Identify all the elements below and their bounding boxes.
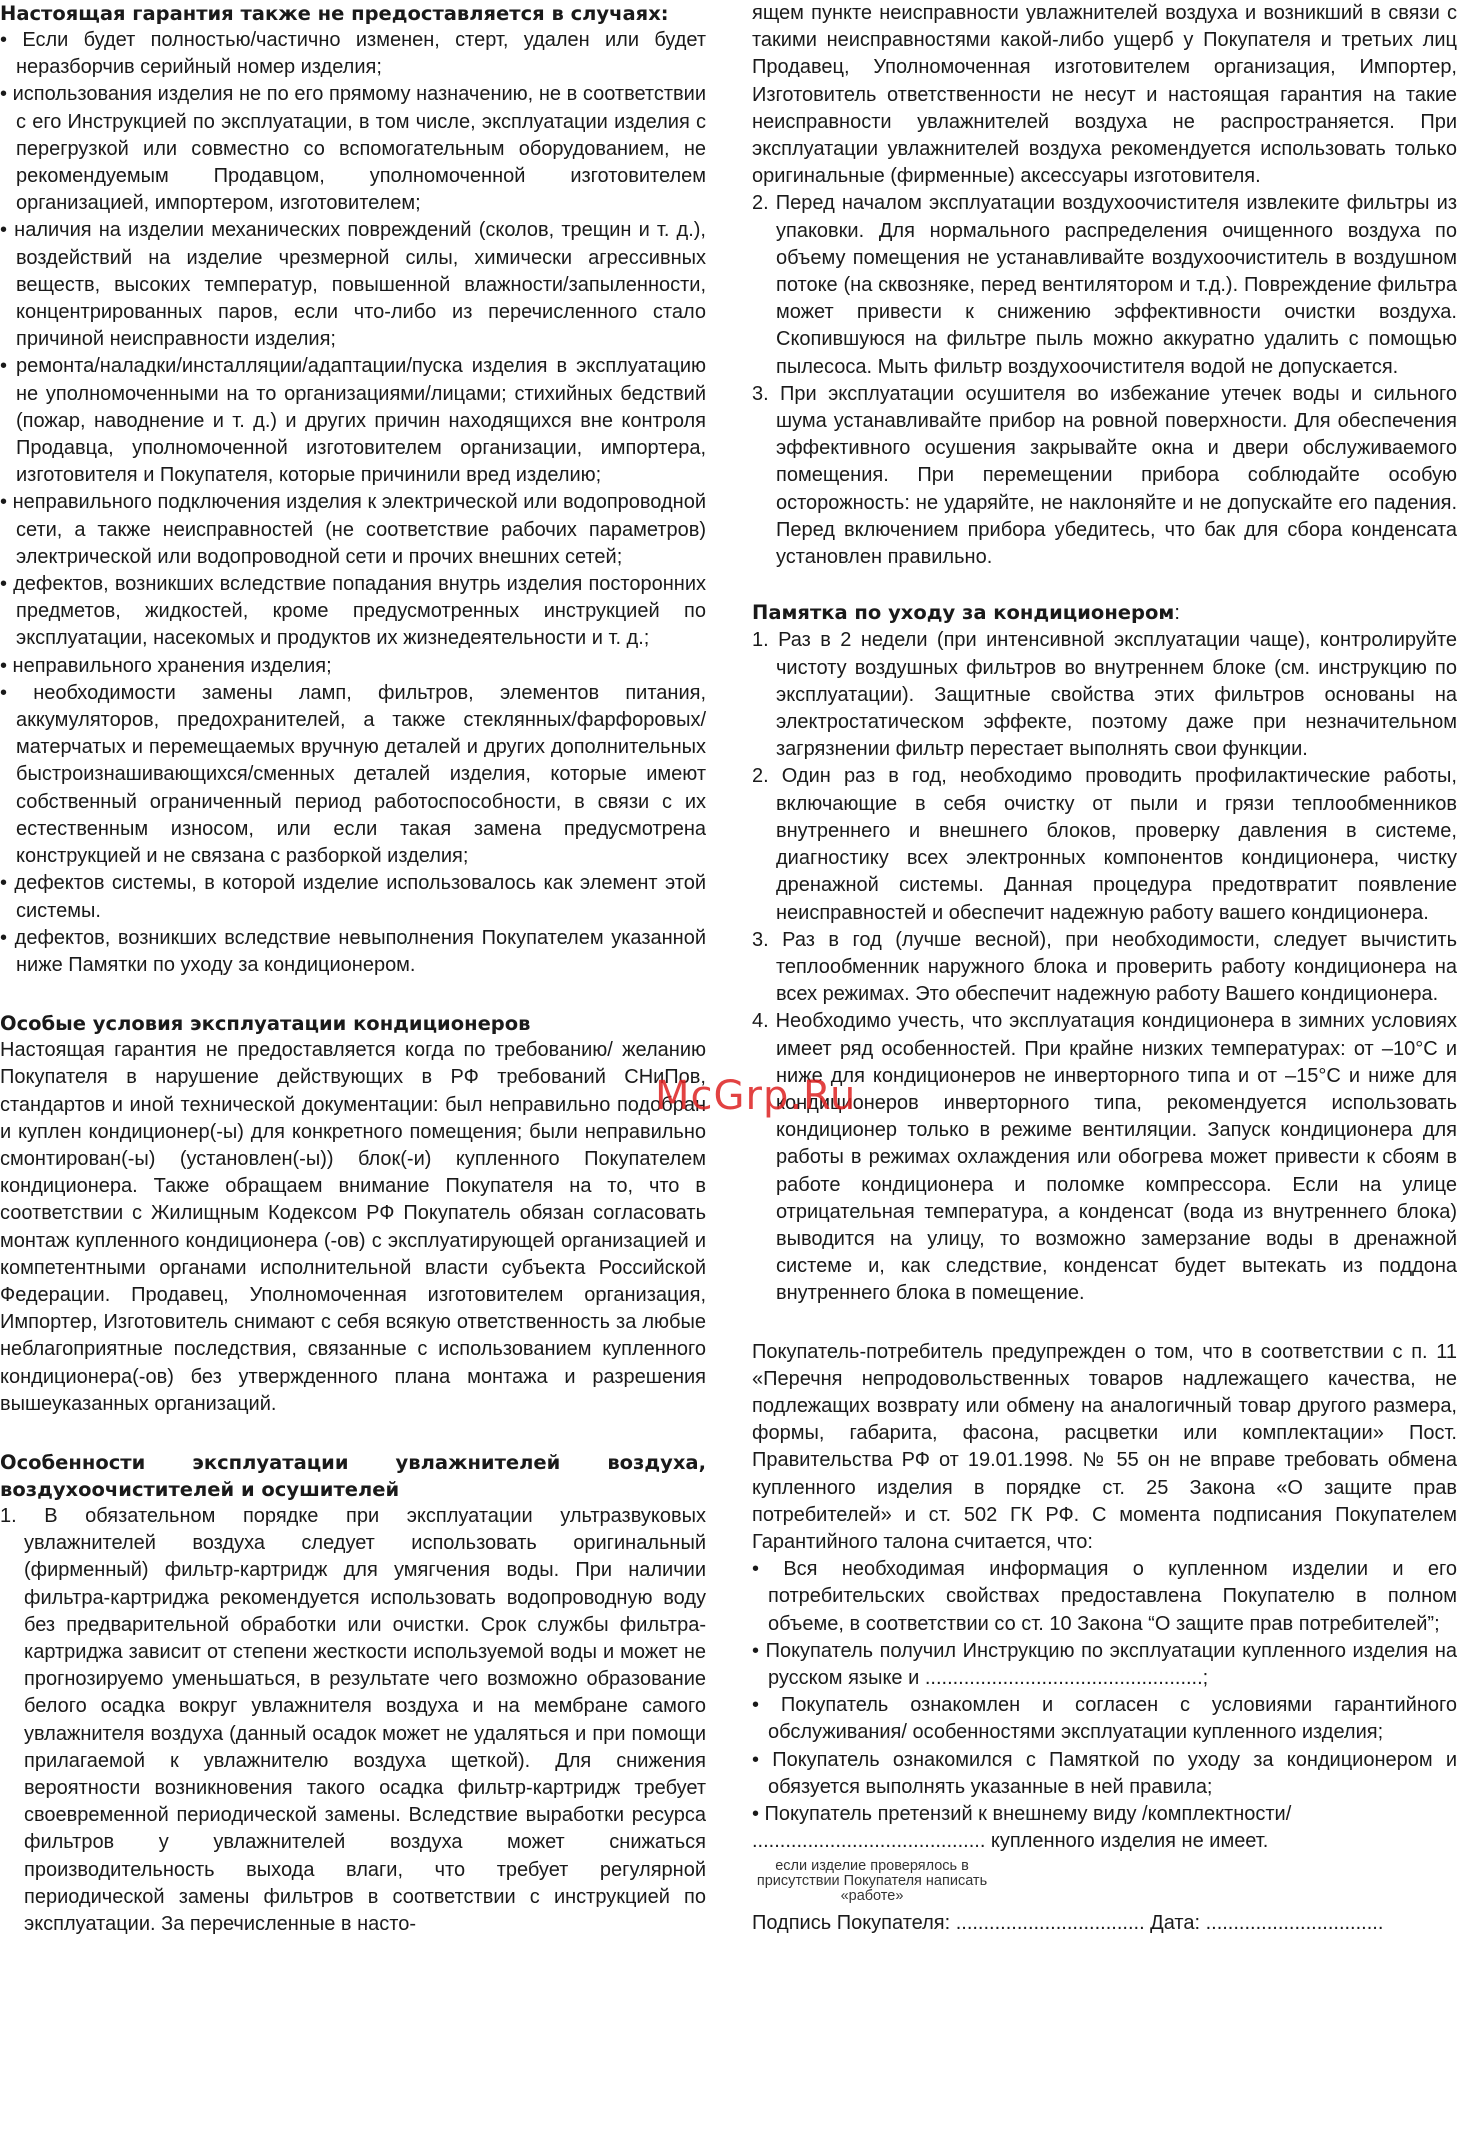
list-item: • Покупатель получил Инструкцию по эксплуатации купленного изделия на русском языке и ..................................................; [752, 1639, 1457, 1689]
list-item: 3. Раз в год (лучше весной), при необходимости, следует вычистить теплообменник наружного блока и проверить работу кондиционера на всех режимах. Это обеспечит надежную работу Вашего кондиционера. [752, 928, 1457, 1006]
list-item: 4. Необходимо учесть, что эксплуатация кондиционера в зимних условиях имеет ряд особенностей. При крайне низких температурах: от –10°С и ниже для кондиционеров не инверторного типа и от –15°С и ниже для кондиционеров инверторного типа, рекомендуется использовать кондиционер только в режиме вентиляции. Запуск кондиционера для работы в режимах охлаждения или обогрева может привести к сбоям в работе кондиционера и поломке компрессора. Если на улице отрицательная температура, а конденсат (вода из внутреннего блока) выводится на улицу, то возможно замерзание воды в дренажной системе и, как следствие, конденсат будет вытекать из поддона внутреннего блока в помещение. [752, 1010, 1457, 1305]
warranty-exclusions-heading: Настоящая гарантия также не предоставляется в случаях: [0, 2, 669, 25]
list-item: • дефектов, возникших вследствие невыполнения Покупателем указанной ниже Памятки по уходу за кондиционером. [0, 926, 706, 976]
list-item: • неправильного хранения изделия; [0, 654, 332, 677]
list-item: 2. Один раз в год, необходимо проводить профилактические работы, включающие в себя очистку от пыли и грязи теплообменников внутреннего и внешнего блоков, проверку давления в системе, диагностику всех электронных компонентов кондиционера, чистку дренажной системы. Данная процедура предотвратит появление неисправностей и обеспечит надежную работу вашего кондиционера. [752, 765, 1457, 924]
list-item: • Покупатель претензий к внешнему виду /комплектности/ [752, 1803, 1292, 1825]
left-column [0, 0, 706, 1938]
list-item: • Покупатель ознакомился с Памяткой по уходу за кондиционером и обязуется выполнять указанные в ней правила; [752, 1748, 1457, 1798]
ac-conditions-heading: Особые условия эксплуатации кондиционеров [0, 1012, 531, 1036]
ac-conditions-paragraph: Настоящая гарантия не предоставляется когда по требованию/ желанию Покупателя в нарушение действующих в РФ требований СНиПов, стандартов и иной технической документации: был неправильно подобран и куплен кондиционер(-ы) для конкретного помещения; были неправильно смонтирован(-ы) (установлен(-ы)) блок(-и) купленного Покупателем кондиционера. Также обращаем внимание Покупателя на то, что в соответствии с Жилищным Кодексом РФ Покупатель обязан согласовать монтаж купленного кондиционера (-ов) с эксплуатирующей организацией и компетентными органами исполнительной власти субъекта Российской Федерации. Продавец, Уполномоченная изготовителем организация, Импортер, Изготовитель снимают с себя всякую ответственность за любые неблагоприятные последствия, связанные с использованием купленного кондиционера(-ов) без утвержденного плана монтажа и разрешения вышеуказанных организаций. [0, 1039, 706, 1415]
humidifiers-item-3: 3. При эксплуатации осушителя во избежание утечек воды и сильного шума устанавливайте прибор на ровной поверхности. Для обеспечения эффективного осушения закрывайте окна и двери обслуживаемого помещения. При перемещении прибора соблюдайте особую осторожность: не ударяйте, не наклоняйте и не допускайте его падения. Перед включением прибора убедитесь, что бак для сбора конденсата установлен правильно. [752, 382, 1457, 569]
list-item: • ремонта/наладки/инсталляции/адаптации/пуска изделия в эксплуатацию не уполномоченными на то организациями/лицами; стихийных бедствий (пожар, наводнение и т. д.) и других причин находящихся вне контроля Продавца, уполномоченной изготовителем организации, импортера, изготовителя и Покупателя, которые причинили вред изделию; [0, 355, 706, 487]
list-item: • наличия на изделии механических повреждений (сколов, трещин и т. д.), воздействий на изделие чрезмерной силы, химически агрессивных веществ, высоких температур, повышенной влажности/запыленности, концентрированных паров, если что-либо из перечисленного стало причиной неисправности изделия; [0, 219, 706, 351]
list-item: • необходимости замены ламп, фильтров, элементов питания, аккумуляторов, предохранителей, а также стеклянных/фарфоровых/матерчатых и перемещаемых вручную деталей и других дополнительных быстроизнашивающихся/сменных деталей изделия, которые имеют собственный ограниченный период работоспособности, в связи с их естественным износом, или если такая замена предусмотрена конструкцией и не связана с разборкой изделия; [0, 681, 706, 868]
ac-care-heading-text: Памятка по уходу за кондиционером [752, 601, 1175, 625]
ac-care-heading [752, 599, 1457, 627]
signature-note: если изделие проверялось в присутствии Покупателя написать «работе» [756, 1858, 988, 1905]
right-column [752, 0, 1457, 1938]
warranty-exclusions-list [0, 27, 706, 979]
watermark: McGrp.Ru [655, 1073, 857, 1119]
consumer-notice: Покупатель-потребитель предупрежден о том, что в соответствии с п. 11 «Перечня непродовольственных товаров надлежащего качества, не подлежащих возврату или обмену на аналогичный товар другого размера, формы, габарита, фасона, расцветки или комплектации» Пост. Правительства РФ от 19.01.1998. № 55 он не вправе требовать обмена купленного изделия в порядке ст. 25 Закона «О защите прав потребителей» и ст. 502 ГК РФ. С момента подписания Покупателем Гарантийного талона считается, что: [752, 1340, 1457, 1553]
list-item: • Покупатель ознакомлен и согласен с условиями гарантийного обслуживания/ особенностями эксплуатации купленного изделия; [752, 1694, 1457, 1744]
signature-line: Подпись Покупателя: .................................. Дата: ................................ [752, 1912, 1384, 1935]
list-item: • Если будет полностью/частично изменен, стерт, удален или будет неразборчив серийный номер изделия; [0, 29, 706, 79]
humidifiers-heading: Особенности эксплуатации увлажнителей воздуха, воздухоочистителей и осушителей [0, 1450, 706, 1501]
humidifiers-item-1-continued: ящем пункте неисправности увлажнителей воздуха и возникший в связи с такими неисправностями какой-либо ущерб у Покупателя и третьих лиц Продавец, Уполномоченная изготовителем организация, Импортер, Изготовитель ответственности не несут и настоящая гарантия на такие неисправности увлажнителей воздуха не распространяется. При эксплуатации увлажнителей воздуха рекомендуется использовать только оригинальные (фирменные) аксессуары изготовителя. [752, 2, 1457, 188]
list-item: 1. Раз в 2 недели (при интенсивной эксплуатации чаще), контролируйте чистоту воздушных фильтров во внутреннем блоке (см. инструкцию по эксплуатации). Защитные свойства этих фильтров основаны на электростатическом эффекте, поэтому даже при незначительном загрязнении фильтр перестает выполнять свои функции. [752, 629, 1457, 761]
list-item: • использования изделия не по его прямому назначению, не в соответствии с его Инструкцией по эксплуатации, в том числе, эксплуатации изделия с перегрузкой или совместно со вспомогательным оборудованием, не рекомендуемым Продавцом, уполномоченной изготовителем организацией, импортером, изготовителем; [0, 83, 706, 215]
completeness-line: .......................................... купленного изделия не имеет. [752, 1830, 1269, 1853]
ac-care-list [752, 627, 1457, 1307]
consumer-notice-list [752, 1556, 1457, 1828]
humidifiers-item-1: 1. В обязательном порядке при эксплуатации ультразвуковых увлажнителей воздуха следует использовать оригинальный (фирменный) фильтр-картридж для умягчения воды. При наличии фильтра-картриджа рекомендуется использовать водопроводную воду без предварительной обработки или очистки. Срок службы фильтра-картриджа зависит от степени жесткости используемой воды и может не прогнозируемо уменьшаться, в результате чего возможно образование белого осадка вокруг увлажнителя воздуха и на мембране самого увлажнителя воздуха (данный осадок может не удаляться и при помощи прилагаемой к увлажнителю воздуха щеткой). Для снижения вероятности возникновения такого осадка фильтр-картридж требует своевременной периодической замены. Вследствие выработки ресурса фильтров у увлажнителей воздуха может снижаться производительность выхода влаги, что требует регулярной периодической замены фильтров в соответствии с инструкцией по эксплуатации. За перечисленные в насто- [0, 1504, 706, 1935]
humidifiers-item-2: 2. Перед началом эксплуатации воздухоочистителя извлеките фильтры из упаковки. Для нормального распределения очищенного воздуха по объему помещения не устанавливайте воздухоочиститель в воздушном потоке (на сквозняке, перед вентилятором и т.д.). Повреждение фильтра может привести к снижению эффективности очистки воздуха. Скопившуюся на фильтре пыль можно аккуратно удалить с помощью пылесоса. Мыть фильтр воздухоочистителя водой не допускается. [752, 192, 1457, 378]
ac-care-heading-colon: : [1174, 602, 1180, 625]
list-item: • неправильного подключения изделия к электрической или водопроводной сети, а также неисправностей (не соответствие рабочих параметров) электрической или водопроводной сети и прочих внешних сетей; [0, 491, 706, 568]
list-item: • дефектов, возникших вследствие попадания внутрь изделия посторонних предметов, жидкостей, кроме предусмотренных инструкцией по эксплуатации, насекомых и продуктов их жизнедеятельности и т. д.; [0, 573, 706, 650]
list-item: • дефектов системы, в которой изделие использовалось как элемент этой системы. [0, 872, 706, 922]
list-item: • Вся необходимая информация о купленном изделии и его потребительских свойствах предоставлена Покупателю в полном объеме, в соответствии со ст. 10 Закона “О защите прав потребителей”; [752, 1558, 1457, 1635]
